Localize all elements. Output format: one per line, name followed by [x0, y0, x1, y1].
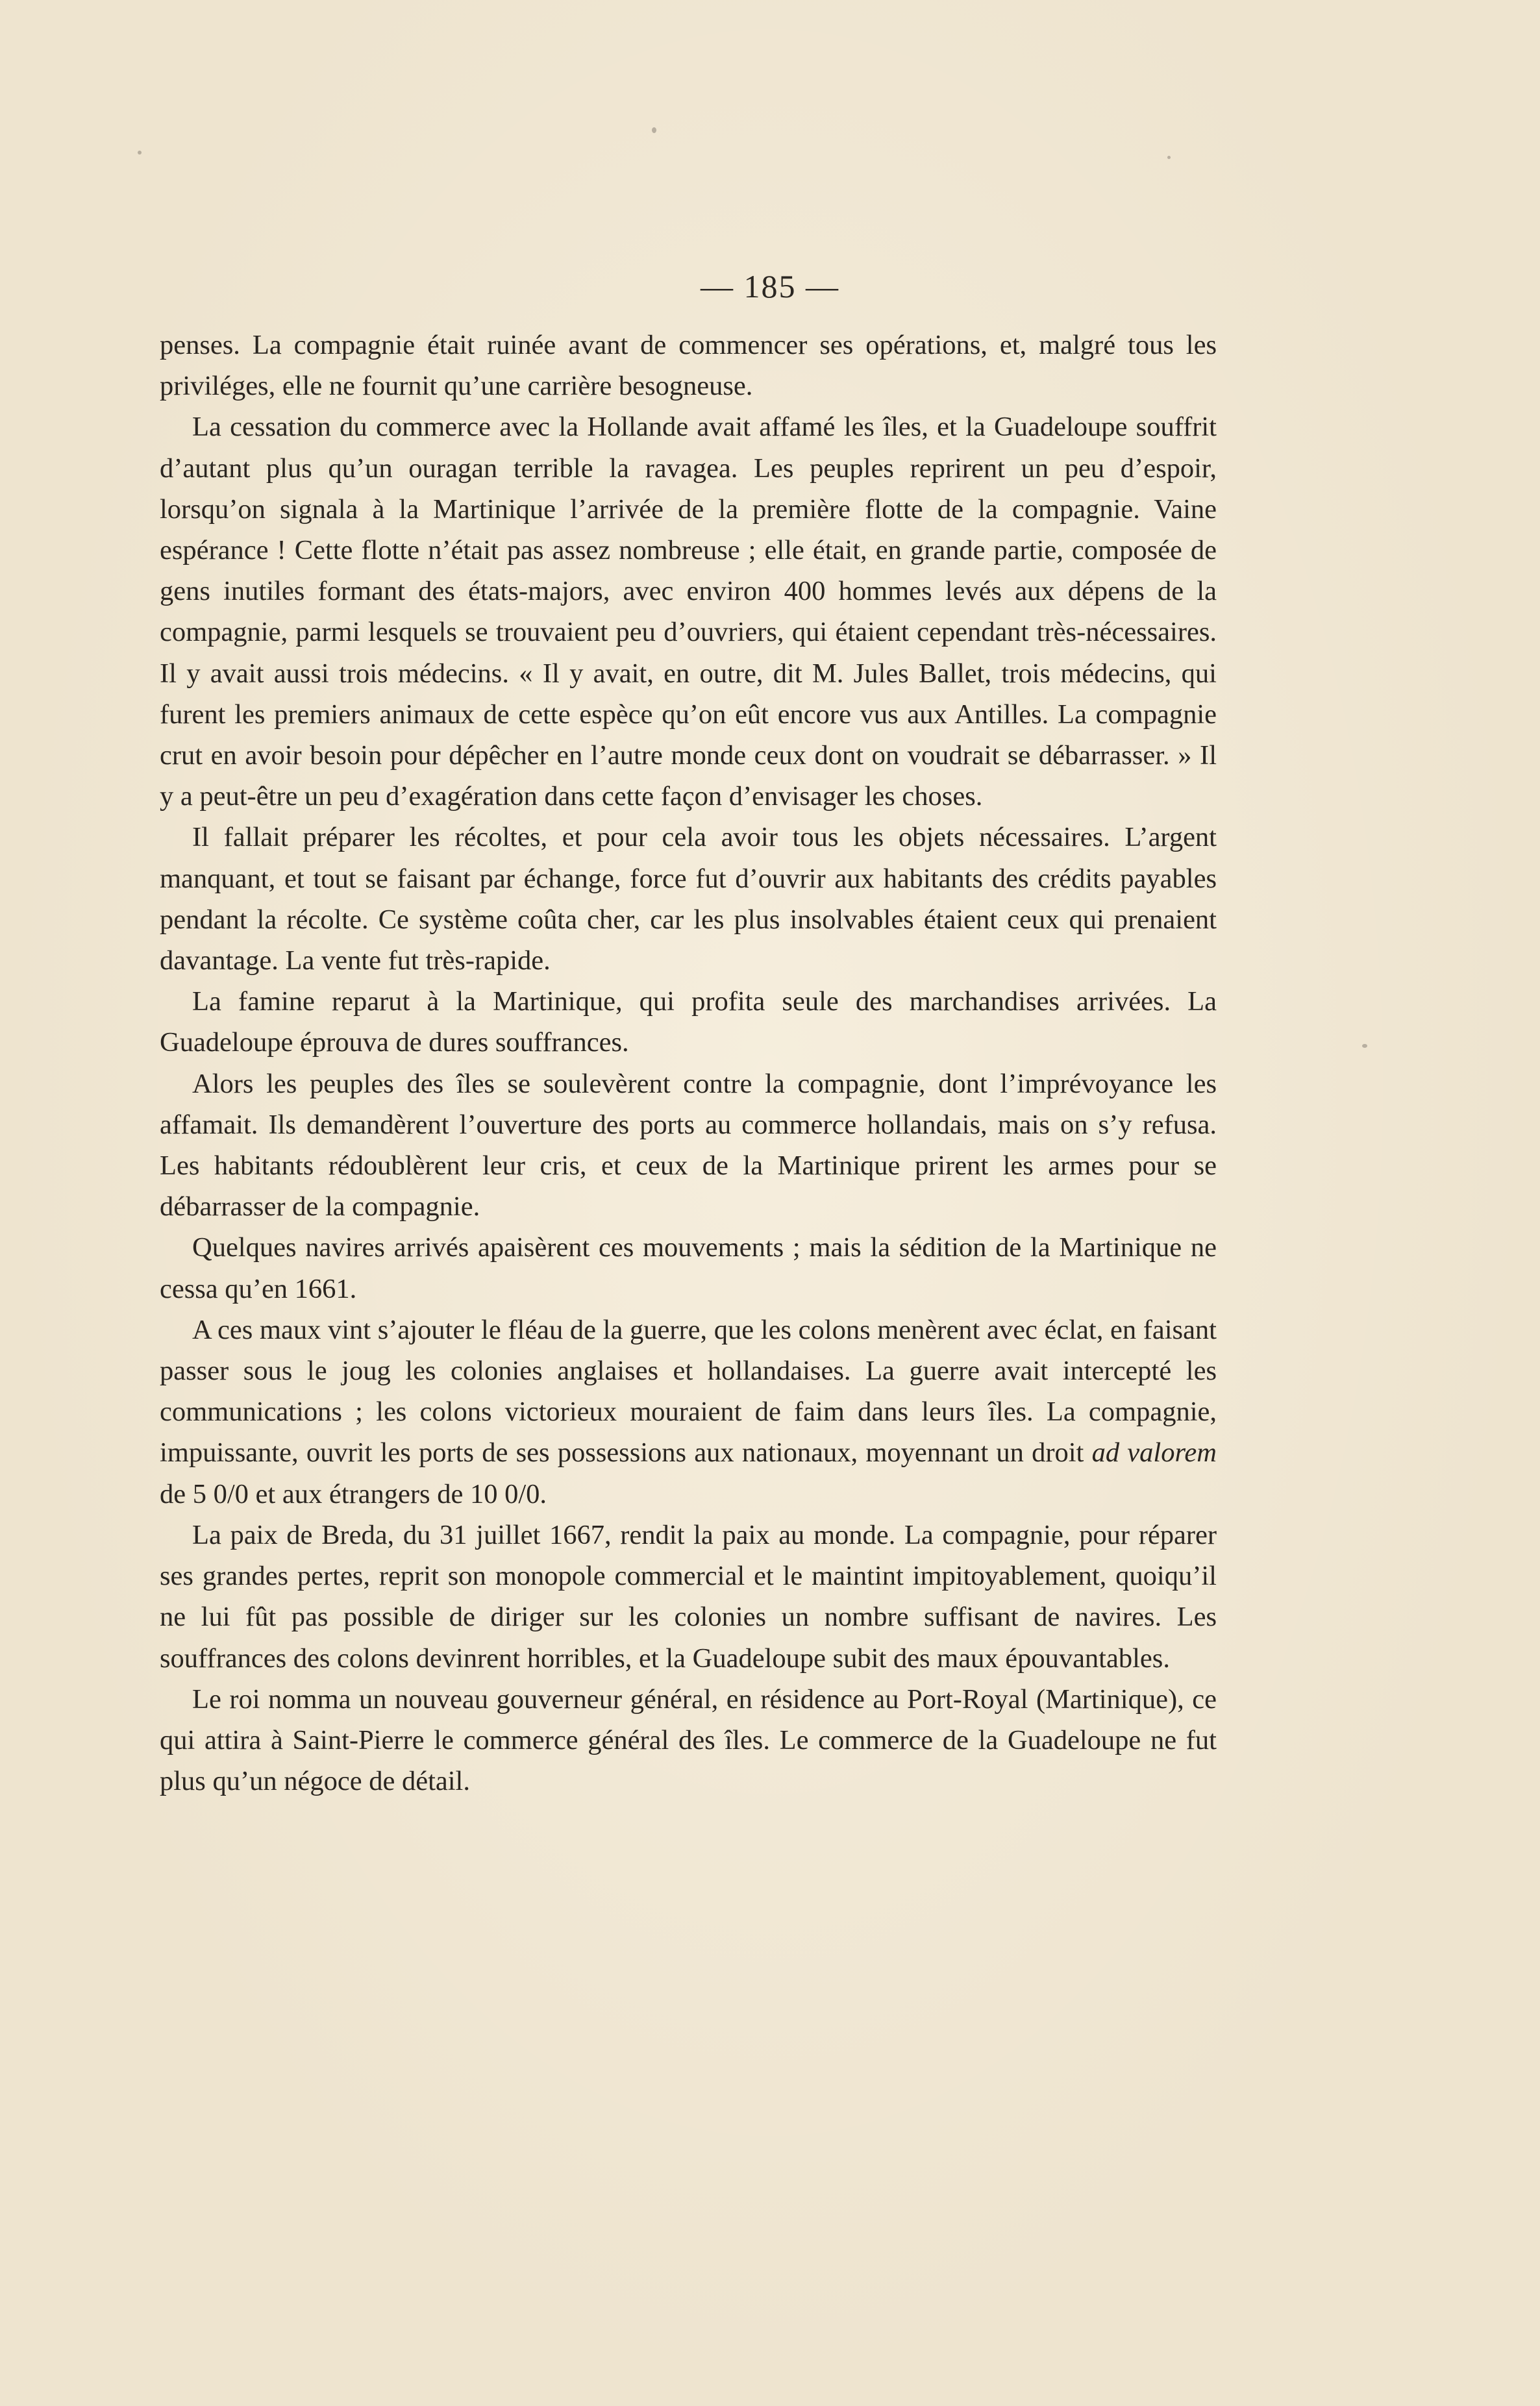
paragraph: La famine reparut à la Martinique, qui profita seule des marchandises arrivées. La Guadeloupe éprouva de dures souffrances. [160, 986, 1217, 1058]
body-text [160, 325, 1217, 1802]
paragraph-text: A ces maux vint s’ajouter le fléau de la guerre, que les colons menèrent avec éclat, en faisant passer sous le joug les colonies anglaises et hollandaises. La guerre avait intercepté les communications ; les colons victorieux mouraient de faim dans leurs îles. La compagnie, impuissante, ouvrit les ports de ses possessions aux nationaux, moyennant un droit [160, 1314, 1217, 1469]
paragraph [160, 1309, 1217, 1515]
paper-speck [138, 151, 142, 155]
paragraph: La paix de Breda, du 31 juillet 1667, rendit la paix au monde. La compagnie, pour réparer ses grandes pertes, reprit son monopole commercial et le maintint impitoyablement, quoiqu’il ne lui fût pas possible de diriger sur les colonies un nombre suffisant de navires. Les souffrances des colons devinrent horribles, et la Guadeloupe subit des maux épouvantables. [160, 1519, 1217, 1674]
italic-phrase: ad valorem [1091, 1437, 1217, 1469]
paragraph: penses. La compagnie était ruinée avant de commencer ses opérations, et, malgré tous les priviléges, elle ne fournit qu’une carrière besogneuse. [160, 330, 1217, 402]
paper-speck [1362, 1044, 1367, 1048]
paragraph: Il fallait préparer les récoltes, et pour cela avoir tous les objets nécessaires. L’argent manquant, et tout se faisant par échange, force fut d’ouvrir aux habitants des crédits payables pendant la récolte. Ce système coûta cher, car les plus insolvables étaient ceux qui prenaient davantage. La vente fut très-rapide. [160, 822, 1217, 976]
paragraph: Le roi nomma un nouveau gouverneur général, en résidence au Port-Royal (Martinique), ce qui attira à Saint-Pierre le commerce général des îles. Le commerce de la Guadeloupe ne fut plus qu’un négoce de détail. [160, 1683, 1217, 1797]
paragraph: Alors les peuples des îles se soulevèrent contre la compagnie, dont l’imprévoyance les affamait. Ils demandèrent l’ouverture des ports au commerce hollandais, mais on s’y refusa. Les habitants rédoublèrent leur cris, et ceux de la Martinique prirent les armes pour se débarrasser de la compagnie. [160, 1068, 1217, 1222]
paragraph-text: de 5 0/0 et aux étrangers de 10 0/0. [160, 1478, 547, 1509]
paragraph: Quelques navires arrivés apaisèrent ces mouvements ; mais la sédition de la Martinique ne cessa qu’en 1661. [160, 1232, 1217, 1304]
paper-speck [1167, 156, 1171, 159]
paper-speck [652, 127, 656, 133]
paragraph: La cessation du commerce avec la Hollande avait affamé les îles, et la Guadeloupe souffrit d’autant plus qu’un ouragan terrible la ravagea. Les peuples reprirent un peu d’espoir, lorsqu’on signala à la Martinique l’arrivée de la première flotte de la compagnie. Vaine espérance ! Cette flotte n’était pas assez nombreuse ; elle était, en grande partie, composée de gens inutiles formant des états-majors, avec environ 400 hommes levés aux dépens de la compagnie, parmi lesquels se trouvaient peu d’ouvriers, qui étaient cependant très-nécessaires. Il y avait aussi trois médecins. « Il y avait, en outre, dit M. Jules Ballet, trois médecins, qui furent les premiers animaux de cette espèce qu’on eût encore vus aux Antilles. La compagnie crut en avoir besoin pour dépêcher en l’autre monde ceux dont on voudrait se débarrasser. » Il y a peut-être un peu d’exagération dans cette façon d’envisager les choses. [160, 412, 1217, 812]
page-number: — 185 — [701, 268, 839, 304]
